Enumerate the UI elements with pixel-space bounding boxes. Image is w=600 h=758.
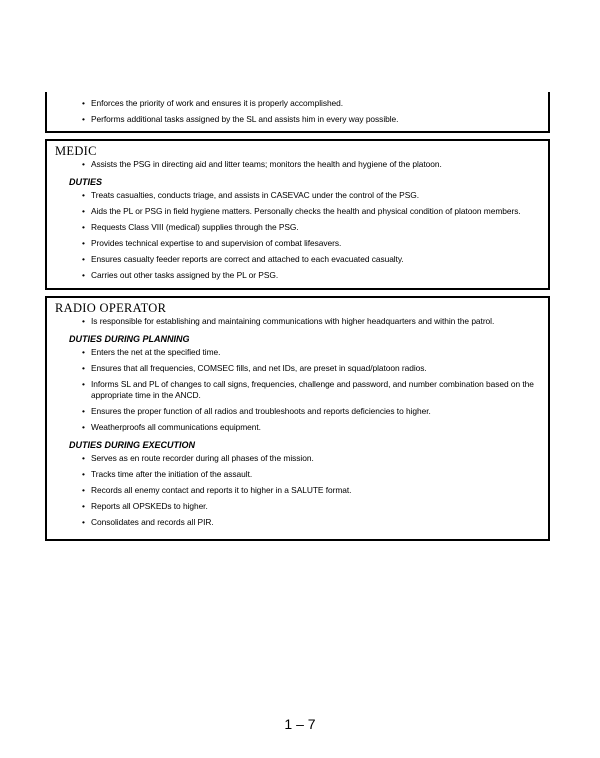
- list-item: • Serves as en route recorder during all phases of the mission.: [82, 453, 314, 463]
- list-item: • Reports all OPSKEDs to higher.: [82, 501, 208, 511]
- list-item: • Aids the PL or PSG in field hygiene matters. Personally checks the health and physical condition of platoon members.: [82, 206, 521, 216]
- bullet-icon: •: [82, 469, 85, 479]
- bullet-icon: •: [82, 238, 85, 248]
- list-item: • Treats casualties, conducts triage, and assists in CASEVAC under the control of the PSG.: [82, 190, 419, 200]
- medic-section: [45, 139, 550, 290]
- bullet-icon: •: [82, 363, 85, 373]
- radio-operator-heading: RADIO OPERATOR: [55, 301, 167, 315]
- list-item: • Provides technical expertise to and supervision of combat lifesavers.: [82, 238, 342, 248]
- medic-duties-heading: DUTIES: [69, 177, 103, 187]
- bullet-icon: •: [82, 422, 85, 432]
- bullet-icon: •: [82, 501, 85, 511]
- list-item: • Enters the net at the specified time.: [82, 347, 221, 357]
- page-number: 1 – 7: [284, 716, 316, 732]
- list-item: • Records all enemy contact and reports it to higher in a SALUTE format.: [82, 485, 352, 495]
- bullet-icon: •: [82, 316, 85, 326]
- bullet-icon: •: [82, 98, 85, 108]
- bullet-icon: •: [82, 222, 85, 232]
- bullet-icon: •: [82, 485, 85, 495]
- bullet-icon: •: [82, 347, 85, 357]
- radio-intro-list: [47, 316, 548, 327]
- bullet-icon: •: [82, 114, 85, 124]
- execution-duties-heading: DUTIES DURING EXECUTION: [69, 440, 196, 450]
- bullet-icon: •: [82, 159, 85, 169]
- list-item: • Enforces the priority of work and ensures it is properly accomplished.: [82, 98, 344, 108]
- continued-list: [47, 98, 548, 125]
- bullet-icon: •: [82, 406, 85, 416]
- list-item: • Carries out other tasks assigned by the PL or PSG.: [82, 270, 279, 280]
- radio-operator-section: [45, 296, 550, 541]
- list-item: • Informs SL and PL of changes to call signs, frequencies, challenge and password, and number combination based on the appropriate time in the ANCD.: [82, 379, 534, 400]
- list-item: • Requests Class VIII (medical) supplies through the PSG.: [82, 222, 299, 232]
- bullet-icon: •: [82, 190, 85, 200]
- bullet-icon: •: [82, 379, 85, 389]
- list-item: • Weatherproofs all communications equipment.: [82, 422, 261, 432]
- list-item: • Tracks time after the initiation of the assault.: [82, 469, 253, 479]
- continued-section: [45, 92, 550, 133]
- list-item: • Ensures casualty feeder reports are correct and attached to each evacuated casualty.: [82, 254, 404, 264]
- bullet-icon: •: [82, 453, 85, 463]
- list-item: • Is responsible for establishing and maintaining communications with higher headquarters and within the patrol.: [82, 316, 495, 326]
- bullet-icon: •: [82, 270, 85, 280]
- list-item: • Consolidates and records all PIR.: [82, 517, 214, 527]
- list-item: • Assists the PSG in directing aid and litter teams; monitors the health and hygiene of the platoon.: [82, 159, 442, 169]
- planning-duties-list: [47, 347, 548, 433]
- medic-heading: MEDIC: [55, 144, 97, 158]
- medic-duties-list: [47, 190, 548, 281]
- list-item: • Ensures the proper function of all radios and troubleshoots and reports deficiencies to higher.: [82, 406, 431, 416]
- bullet-icon: •: [82, 206, 85, 216]
- list-item: • Performs additional tasks assigned by the SL and assists him in every way possible.: [82, 114, 399, 124]
- bullet-icon: •: [82, 254, 85, 264]
- bullet-icon: •: [82, 517, 85, 527]
- planning-duties-heading: DUTIES DURING PLANNING: [69, 334, 190, 344]
- execution-duties-list: [47, 453, 548, 528]
- list-item: • Ensures that all frequencies, COMSEC fills, and net IDs, are preset in squad/platoon radios.: [82, 363, 427, 373]
- medic-intro-list: [47, 159, 548, 170]
